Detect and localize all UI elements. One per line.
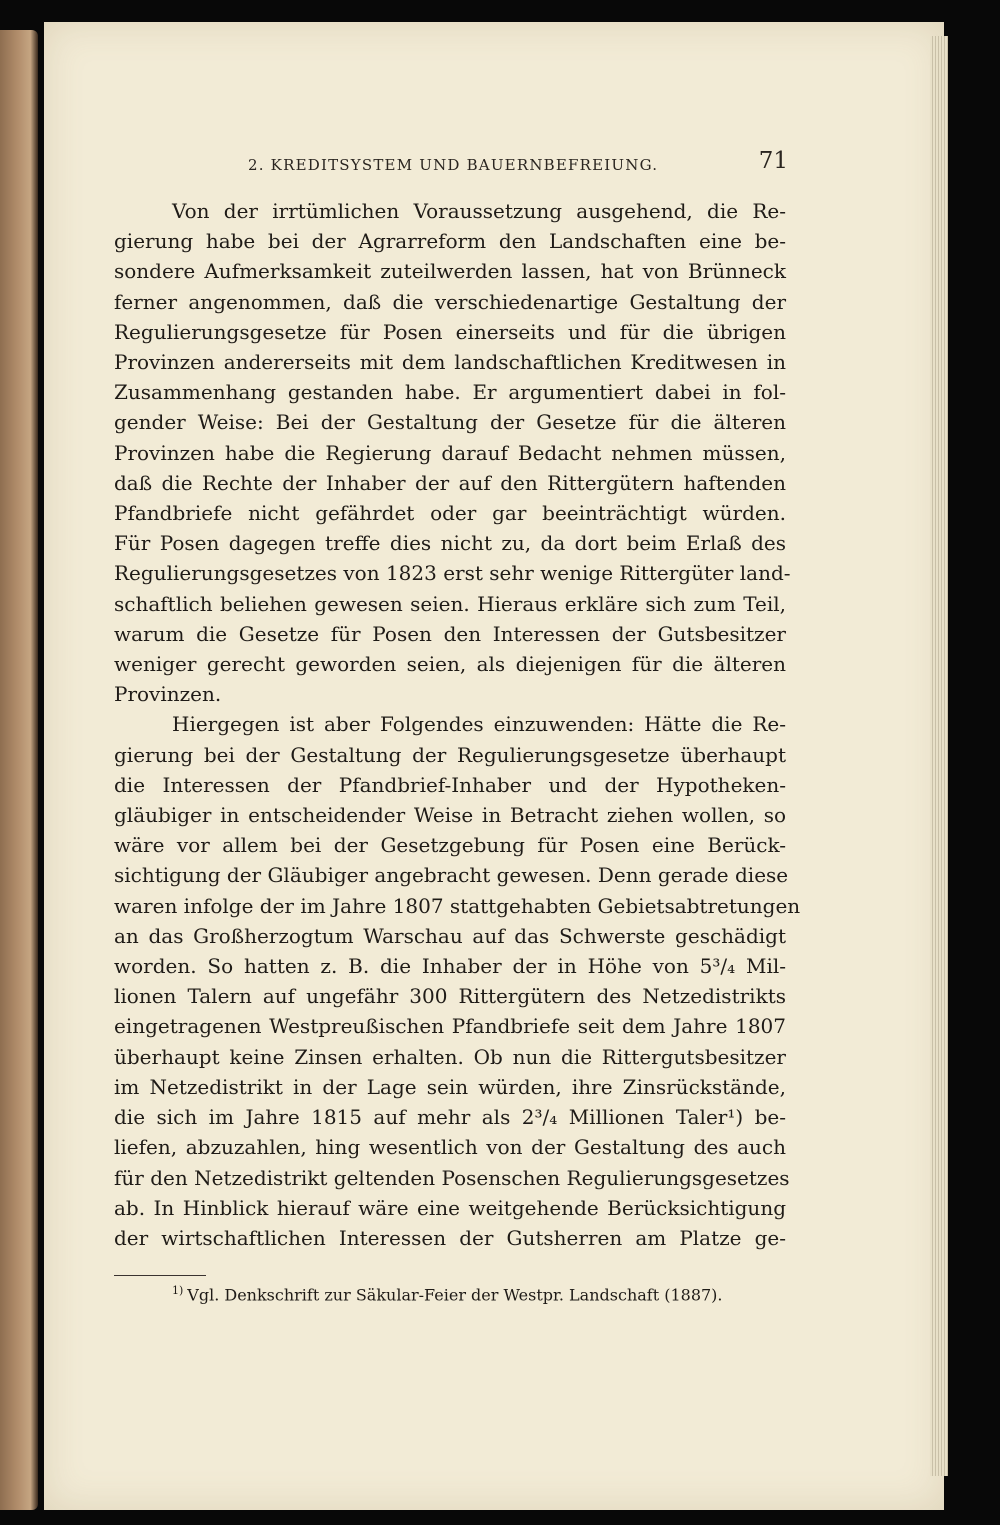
text-line: liefen, abzuzahlen, hing wesentlich von der Gestaltung des auch — [114, 1135, 786, 1160]
text-line: der wirtschaftlichen Interessen der Gutsherren am Platze ge- — [114, 1225, 786, 1250]
text-line: gierung bei der Gestaltung der Regulierungsgesetze überhaupt — [114, 742, 786, 767]
text-line: warum die Gesetze für Posen den Interessen der Gutsbesitzer — [114, 621, 786, 646]
page-number: 71 — [758, 148, 788, 174]
text-line: Regulierungsgesetzes von 1823 erst sehr wenige Rittergüter land- — [114, 561, 791, 586]
text-line: an das Großherzogtum Warschau auf das Schwerste geschädigt — [114, 923, 786, 948]
text-line: gierung habe bei der Agrarreform den Landschaften eine be- — [114, 229, 786, 254]
footnote-text: Vgl. Denkschrift zur Säkular-Feier der Westpr. Landschaft (1887). — [187, 1285, 723, 1305]
text-line: Für Posen dagegen treffe dies nicht zu, da dort beim Erlaß des — [114, 531, 786, 556]
text-line: Zusammenhang gestanden habe. Er argumentiert dabei in fol- — [114, 380, 786, 405]
text-line: im Netzedistrikt in der Lage sein würden, ihre Zinsrückstände, — [114, 1074, 786, 1099]
text-line: Provinzen andererseits mit dem landschaftlichen Kreditwesen in — [114, 350, 786, 375]
text-line: überhaupt keine Zinsen erhalten. Ob nun die Rittergutsbesitzer — [114, 1044, 786, 1069]
text-line: Hiergegen ist aber Folgendes einzuwenden: Hätte die Re- — [172, 712, 786, 737]
text-line: weniger gerecht geworden seien, als diejenigen für die älteren — [114, 652, 786, 677]
text-line: ab. In Hinblick hierauf wäre eine weitgehende Berücksichtigung — [114, 1195, 786, 1220]
text-line: wäre vor allem bei der Gesetzgebung für Posen eine Berück- — [114, 833, 786, 858]
text-line: Provinzen. — [114, 682, 222, 707]
text-line: eingetragenen Westpreußischen Pfandbriefe seit dem Jahre 1807 — [114, 1014, 786, 1039]
text-line: Regulierungsgesetze für Posen einerseits und für die übrigen — [114, 319, 786, 344]
page-header — [248, 148, 788, 182]
text-line: die Interessen der Pfandbrief-Inhaber und der Hypotheken- — [114, 772, 786, 797]
text-line: gläubiger in entscheidender Weise in Betracht ziehen wollen, so — [114, 803, 786, 828]
text-line: ferner angenommen, daß die verschiedenartige Gestaltung der — [114, 289, 786, 314]
text-line: für den Netzedistrikt geltenden Posenschen Regulierungsgesetzes — [114, 1165, 790, 1190]
text-line: worden. So hatten z. B. die Inhaber der in Höhe von 5³/₄ Mil- — [114, 954, 786, 979]
text-line: daß die Rechte der Inhaber der auf den Rittergütern haftenden — [114, 470, 786, 495]
footnote — [172, 1280, 792, 1306]
left-page-edge — [0, 30, 38, 1510]
text-line: Pfandbriefe nicht gefährdet oder gar beeinträchtigt würden. — [114, 501, 786, 526]
footnote-rule — [114, 1275, 206, 1276]
text-line: gender Weise: Bei der Gestaltung der Gesetze für die älteren — [114, 410, 786, 435]
body-text — [114, 196, 801, 1253]
page-stack-edge — [930, 36, 948, 1476]
text-line: lionen Talern auf ungefähr 300 Rittergütern des Netzedistrikts — [114, 984, 786, 1009]
text-line: schaftlich beliehen gewesen seien. Hieraus erkläre sich zum Teil, — [114, 591, 786, 616]
text-line: sichtigung der Gläubiger angebracht gewesen. Denn gerade diese — [114, 863, 789, 888]
text-line: Provinzen habe die Regierung darauf Bedacht nehmen müssen, — [114, 440, 786, 465]
text-line: die sich im Jahre 1815 auf mehr als 2³/₄ Millionen Taler¹) be- — [114, 1105, 786, 1130]
text-line: Von der irrtümlichen Voraussetzung ausgehend, die Re- — [172, 199, 786, 223]
text-line: waren infolge der im Jahre 1807 stattgehabten Gebietsabtretungen — [114, 893, 801, 918]
running-title: 2. KREDITSYSTEM UND BAUERNBEFREIUNG. — [248, 156, 659, 174]
text-line: sondere Aufmerksamkeit zuteilwerden lassen, hat von Brünneck — [114, 259, 786, 284]
footnote-mark: 1) — [172, 1284, 184, 1297]
